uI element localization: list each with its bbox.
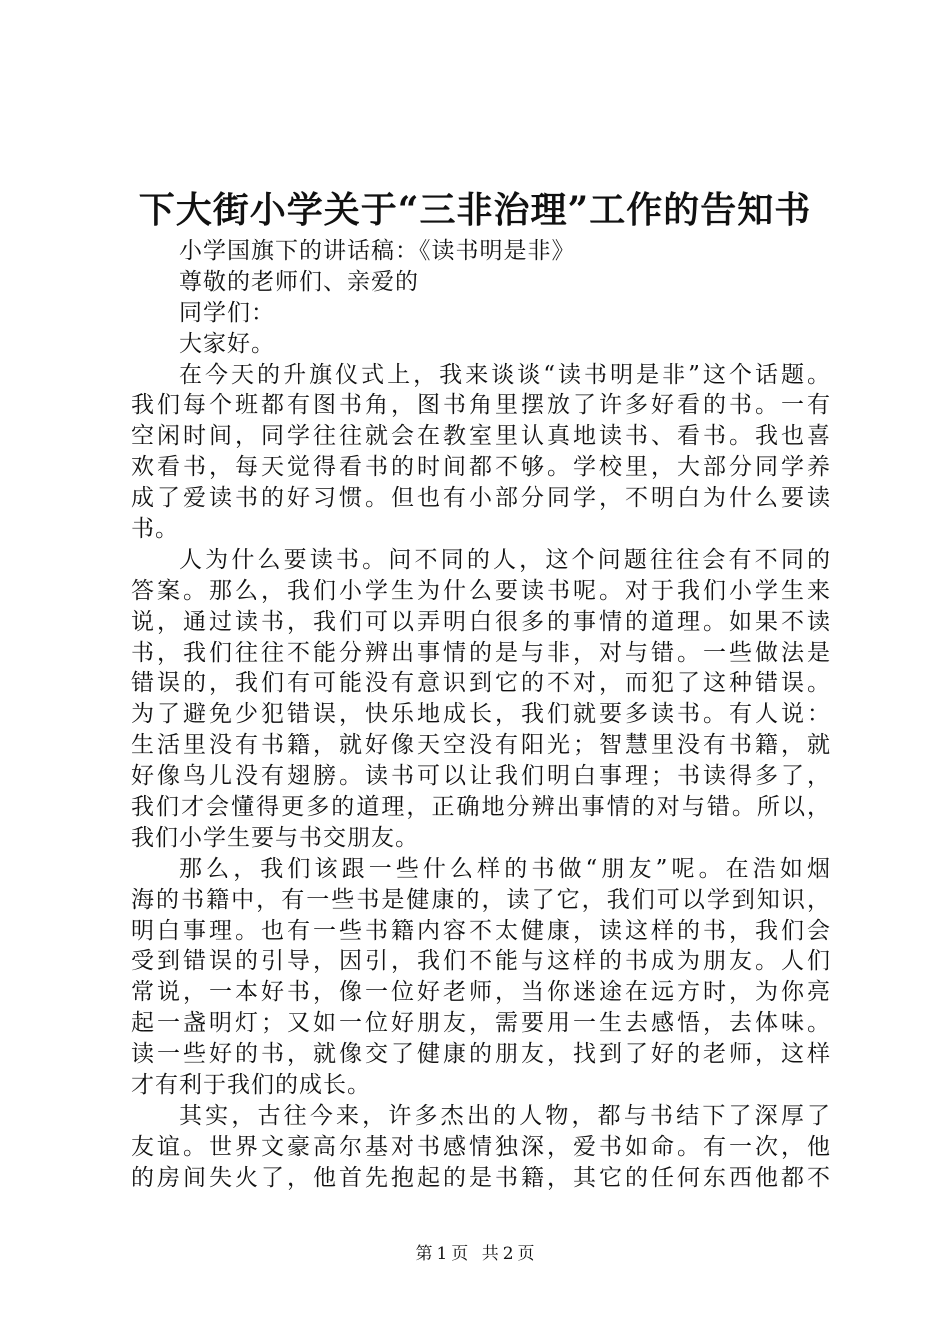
paragraph-line: 其实，古往今来，许多杰出的人物，都与书结下了深厚了 [179, 1102, 831, 1129]
paragraph-line: 的房间失火了，他首先抱起的是书籍，其它的任何东西他都不 [131, 1164, 831, 1191]
page-label: 第 [415, 1244, 433, 1264]
paragraph-line: 人为什么要读书。问不同的人，这个问题往往会有不同的 [179, 546, 831, 573]
paragraph-line: 生活里没有书籍，就好像天空没有阳光；智慧里没有书籍，就 [131, 732, 831, 759]
total-label: 共 [481, 1244, 499, 1264]
total-indicator [480, 1244, 537, 1264]
paragraph-line: 那么，我们该跟一些什么样的书做“朋友”呢。在浩如烟 [179, 855, 831, 882]
document-title: 下大街小学关于“三非治理”工作的告知书 [138, 189, 812, 231]
page-number: 1 [436, 1244, 448, 1264]
paragraph-line: 友谊。世界文豪高尔基对书感情独深，爱书如命。有一次，他 [131, 1133, 831, 1160]
paragraph-line: 欢看书，每天觉得看书的时间都不够。学校里，大部分同学养 [131, 454, 831, 481]
paragraph-line: 起一盏明灯；又如一位好朋友，需要用一生去感悟，去体味。 [131, 1010, 831, 1037]
paragraph-line: 才有利于我们的成长。 [131, 1072, 371, 1099]
paragraph-line: 我们小学生要与书交朋友。 [131, 824, 419, 851]
greeting-line: 大家好。 [179, 330, 275, 357]
total-unit: 页 [517, 1244, 535, 1264]
greeting-line: 同学们： [179, 299, 275, 326]
paragraph-line: 成了爱读书的好习惯。但也有小部分同学，不明白为什么要读 [131, 485, 831, 512]
paragraph-line: 海的书籍中，有一些书是健康的，读了它，我们可以学到知识， [131, 886, 831, 913]
paragraph-line: 读一些好的书，就像交了健康的朋友，找到了好的老师，这样 [131, 1041, 831, 1068]
greeting-line: 尊敬的老师们、亲爱的 [179, 268, 419, 295]
paragraph-line: 明白事理。也有一些书籍内容不太健康，读这样的书，我们会 [131, 917, 831, 944]
speech-title-line: 小学国旗下的讲话稿：《读书明是非》 [179, 238, 576, 264]
paragraph-line: 好像鸟儿没有翅膀。读书可以让我们明白事理；书读得多了， [131, 763, 831, 790]
paragraph-line: 在今天的升旗仪式上，我来谈谈“读书明是非”这个话题。 [179, 361, 831, 388]
page-indicator [413, 1244, 470, 1264]
paragraph-line: 空闲时间，同学往往就会在教室里认真地读书、看书。我也喜 [131, 423, 831, 450]
paragraph-line: 错误的，我们有可能没有意识到它的不对，而犯了这种错误。 [131, 670, 831, 697]
page-unit: 页 [451, 1244, 469, 1264]
document-body [131, 236, 831, 1194]
paragraph-line: 为了避免少犯错误，快乐地成长，我们就要多读书。有人说： [131, 701, 831, 728]
paragraph-line: 常说，一本好书，像一位好老师，当你迷途在远方时，为你亮 [131, 979, 831, 1006]
paragraph-line: 我们才会懂得更多的道理，正确地分辨出事情的对与错。所以， [131, 794, 831, 821]
paragraph-line: 书，我们往往不能分辨出事情的是与非，对与错。一些做法是 [131, 639, 831, 666]
page-footer [0, 1242, 950, 1266]
paragraph-line: 答案。那么，我们小学生为什么要读书呢。对于我们小学生来 [131, 577, 831, 604]
paragraph-line: 说，通过读书，我们可以弄明白很多的事情的道理。如果不读 [131, 608, 831, 635]
paragraph-line: 书。 [131, 516, 179, 543]
paragraph-line: 我们每个班都有图书角，图书角里摆放了许多好看的书。一有 [131, 392, 831, 419]
total-pages: 2 [502, 1244, 514, 1264]
paragraph-line: 受到错误的引导，因引，我们不能与这样的书成为朋友。人们 [131, 948, 831, 975]
